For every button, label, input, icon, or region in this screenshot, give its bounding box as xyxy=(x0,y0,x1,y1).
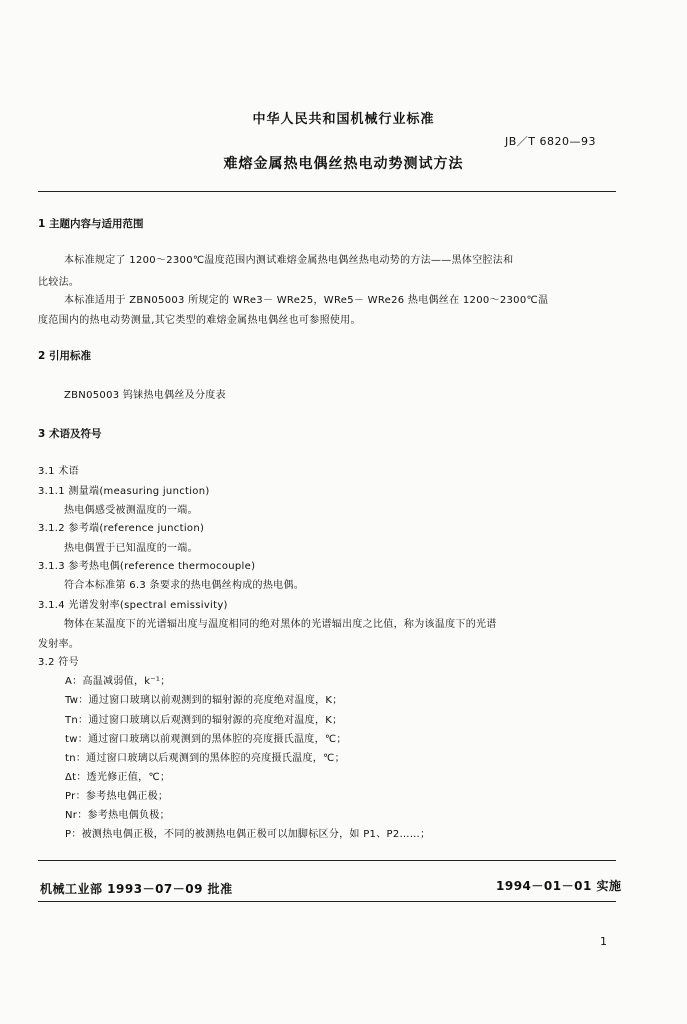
page-number: 1 xyxy=(600,935,607,948)
section-2-heading: 2 引用标准 xyxy=(38,350,91,362)
term-3-1-4-definition-line-1: 物体在某温度下的光谱辐出度与温度相同的绝对黑体的光谱辐出度之比值，称为该温度下的光谱 xyxy=(64,619,497,630)
term-3-1-3: 3.1.3 参考热电偶(reference thermocouple) xyxy=(38,561,256,572)
issuer-title: 中华人民共和国机械行业标准 xyxy=(252,112,435,127)
footer-bottom-rule xyxy=(38,901,616,902)
term-3-1-3-definition: 符合本标准第 6.3 条要求的热电偶丝构成的热电偶。 xyxy=(64,580,305,591)
term-3-1-1: 3.1.1 测量端(measuring junction) xyxy=(38,486,210,497)
section-1-para-2-line-1: 本标准适用于 ZBN05003 所规定的 WRe3－ WRe25，WRe5－ WRe26 热电偶丝在 1200～2300℃温 xyxy=(64,295,549,306)
section-1-heading: 1 主题内容与适用范围 xyxy=(38,218,144,230)
document-title: 难熔金属热电偶丝热电动势测试方法 xyxy=(223,156,464,172)
term-3-1-2-definition: 热电偶置于已知温度的一端。 xyxy=(64,543,198,554)
implementation-date: 1994－01－01 实施 xyxy=(496,879,622,893)
subsection-3-2: 3.2 符号 xyxy=(38,657,79,668)
symbol-tw-upper: Tw：通过窗口玻璃以前观测到的辐射源的亮度绝对温度，K； xyxy=(65,695,343,706)
section-3-heading: 3 术语及符号 xyxy=(38,428,102,440)
symbol-a: A：高温减弱值，k⁻¹； xyxy=(65,676,171,687)
term-3-1-2: 3.1.2 参考端(reference junction) xyxy=(38,523,205,534)
symbol-pr: Pr：参考热电偶正极； xyxy=(65,791,169,802)
footer-divider xyxy=(38,860,616,861)
section-1-para-1-line-1: 本标准规定了 1200～2300℃温度范围内测试难熔金属热电偶丝热电动势的方法——黑体空腔法和 xyxy=(64,255,514,266)
symbol-tw-lower: tw：通过窗口玻璃以前观测到的黑体腔的亮度摄氏温度，℃； xyxy=(65,734,347,745)
header-divider xyxy=(38,191,616,192)
symbol-p: P：被测热电偶正极，不同的被测热电偶正极可以加脚标区分，如 P1、P2……； xyxy=(65,829,431,840)
term-3-1-4-definition-line-2: 发射率。 xyxy=(38,639,80,650)
symbol-nr: Nr：参考热电偶负极； xyxy=(65,810,170,821)
symbol-tn-lower: tn：通过窗口玻璃以后观测到的黑体腔的亮度摄氏温度，℃； xyxy=(65,753,345,764)
symbol-tn-upper: Tn：通过窗口玻璃以后观测到的辐射源的亮度绝对温度，K； xyxy=(65,715,343,726)
referenced-standard: ZBN05003 钨铼热电偶丝及分度表 xyxy=(64,390,226,401)
subsection-3-1: 3.1 术语 xyxy=(38,466,79,477)
symbol-delta-t: Δt：透光修正值，℃； xyxy=(65,772,171,783)
standard-code: JB／T 6820—93 xyxy=(505,135,596,148)
term-3-1-4: 3.1.4 光谱发射率(spectral emissivity) xyxy=(38,600,228,611)
section-1-para-1-line-2: 比较法。 xyxy=(38,277,80,288)
term-3-1-1-definition: 热电偶感受被测温度的一端。 xyxy=(64,505,198,516)
approval-date: 机械工业部 1993－07－09 批准 xyxy=(40,882,233,896)
section-1-para-2-line-2: 度范围内的热电动势测量,其它类型的难熔金属热电偶丝也可参照使用。 xyxy=(38,315,361,326)
